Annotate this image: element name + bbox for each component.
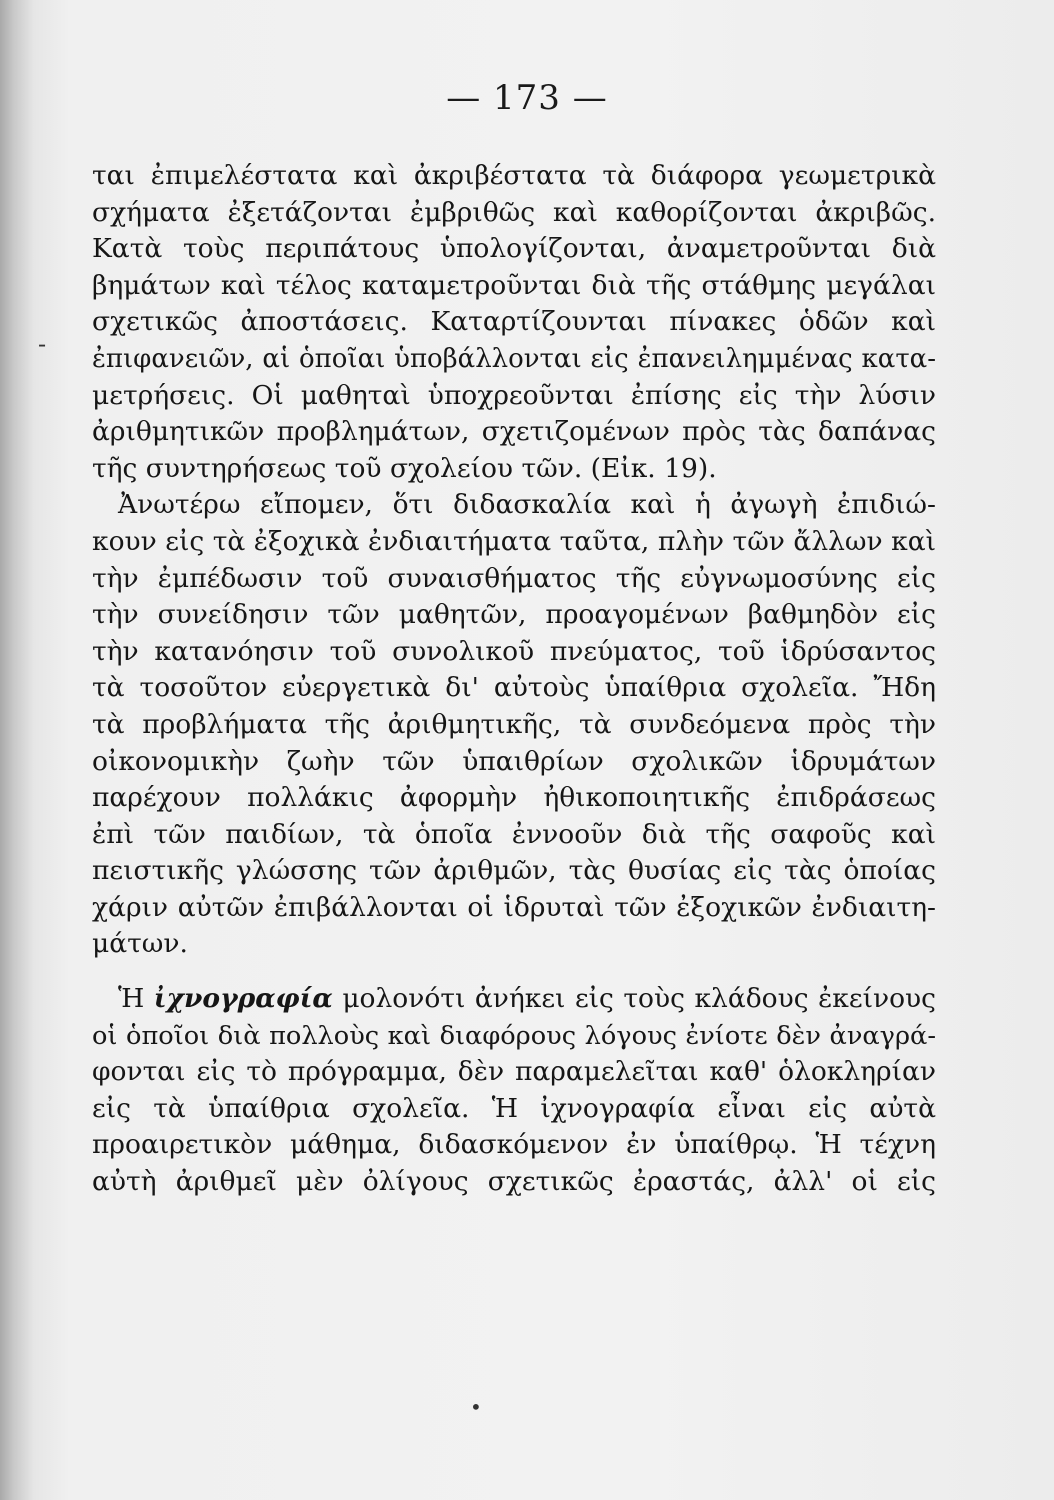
text-line: εἰς τὰ ὑπαίθρια σχολεῖα. Ἡ ἰχνογραφία εἶναι εἰς αὐτὰ bbox=[92, 1092, 936, 1124]
text-line: τὰ τοσοῦτον εὐεργετικὰ δι' αὐτοὺς ὑπαίθρια σχολεῖα. Ἤδη bbox=[92, 672, 936, 704]
paragraph-3 bbox=[92, 981, 936, 1201]
text-line: σχήματα ἐξετάζονται ἐμβριθῶς καὶ καθορίζονται ἀκριβῶς. bbox=[92, 196, 936, 228]
page-number: — 173 — bbox=[446, 78, 608, 118]
text-line: ἀριθμητικῶν προβλημάτων, σχετιζομένων πρὸς τὰς δαπάνας bbox=[92, 416, 936, 448]
body-text bbox=[92, 158, 936, 1201]
line-prefix: Ἡ bbox=[118, 983, 154, 1015]
emphasized-term: ἰχνογραφία bbox=[153, 983, 333, 1015]
text-line: Κατὰ τοὺς περιπάτους ὑπολογίζονται, ἀναμετροῦνται διὰ bbox=[92, 233, 936, 265]
text-line: αὐτὴ ἀριθμεῖ μὲν ὀλίγους σχετικῶς ἐραστάς, ἀλλ' οἱ εἰς bbox=[92, 1166, 936, 1198]
text-line: τὴν συνείδησιν τῶν μαθητῶν, προαγομένων βαθμηδὸν εἰς bbox=[92, 599, 936, 631]
text-line: τὴν κατανόησιν τοῦ συνολικοῦ πνεύματος, τοῦ ἱδρύσαντος bbox=[92, 635, 936, 667]
text-line: ἐπιφανειῶν, αἱ ὁποῖαι ὑποβάλλονται εἰς ἐπανειλημμένας κατα- bbox=[92, 343, 936, 374]
text-line bbox=[92, 981, 936, 1018]
text-line: οἰκονομικὴν ζωὴν τῶν ὑπαιθρίων σχολικῶν ἱδρυμάτων bbox=[92, 745, 936, 777]
text-line: κουν εἰς τὰ ἐξοχικὰ ἐνδιαιτήματα ταῦτα, πλὴν τῶν ἄλλων καὶ bbox=[92, 525, 936, 557]
text-line: ἐπὶ τῶν παιδίων, τὰ ὁποῖα ἐννοοῦν διὰ τῆς σαφοῦς καὶ bbox=[92, 818, 936, 850]
paragraph-2 bbox=[92, 487, 936, 963]
text-line: παρέχουν πολλάκις ἀφορμὴν ἠθικοποιητικῆς ἐπιδράσεως bbox=[92, 782, 936, 814]
line-suffix: μολονότι ἀνήκει εἰς τοὺς κλάδους ἐκείνους bbox=[332, 983, 936, 1015]
text-line: προαιρετικὸν μάθημα, διδασκόμενον ἐν ὑπαίθρῳ. Ἡ τέχνη bbox=[92, 1129, 936, 1161]
margin-dash-mark: - bbox=[38, 330, 47, 358]
text-line: σχετικῶς ἀποστάσεις. Καταρτίζουνται πίνακες ὁδῶν καὶ bbox=[92, 306, 936, 338]
ink-speck-mark: • bbox=[470, 1395, 482, 1419]
text-line: βημάτων καὶ τέλος καταμετροῦνται διὰ τῆς στάθμης μεγάλαι bbox=[92, 269, 936, 301]
text-line: πειστικῆς γλώσσης τῶν ἀριθμῶν, τὰς θυσίας εἰς τὰς ὁποίας bbox=[92, 855, 936, 887]
text-line: μετρήσεις. Οἱ μαθηταὶ ὑποχρεοῦνται ἐπίσης εἰς τὴν λύσιν bbox=[92, 379, 936, 411]
text-line: χάριν αὐτῶν ἐπιβάλλονται οἱ ἱδρυταὶ τῶν ἐξοχικῶν ἐνδιαιτη- bbox=[92, 891, 936, 923]
paragraph-gap bbox=[92, 963, 936, 981]
text-line: οἱ ὁποῖοι διὰ πολλοὺς καὶ διαφόρους λόγους ἐνίοτε δὲν ἀναγρά- bbox=[92, 1020, 936, 1051]
text-line: μάτων. bbox=[92, 928, 188, 960]
text-line: Ἀνωτέρω εἴπομεν, ὅτι διδασκαλία καὶ ἡ ἀγωγὴ ἐπιδιώ- bbox=[118, 489, 936, 521]
text-line: φονται εἰς τὸ πρόγραμμα, δὲν παραμελεῖται καθ' ὁλοκληρίαν bbox=[92, 1056, 936, 1088]
text-line: τὴν ἐμπέδωσιν τοῦ συναισθήματος τῆς εὐγνωμοσύνης εἰς bbox=[92, 562, 936, 594]
text-line: ται ἐπιμελέστατα καὶ ἀκριβέστατα τὰ διάφορα γεωμετρικὰ bbox=[92, 160, 936, 191]
text-line: τῆς συντηρήσεως τοῦ σχολείου τῶν. (Εἰκ. 19). bbox=[92, 452, 717, 484]
paragraph-1 bbox=[92, 158, 936, 487]
text-line: τὰ προβλήματα τῆς ἀριθμητικῆς, τὰ συνδεόμενα πρὸς τὴν bbox=[92, 708, 936, 740]
